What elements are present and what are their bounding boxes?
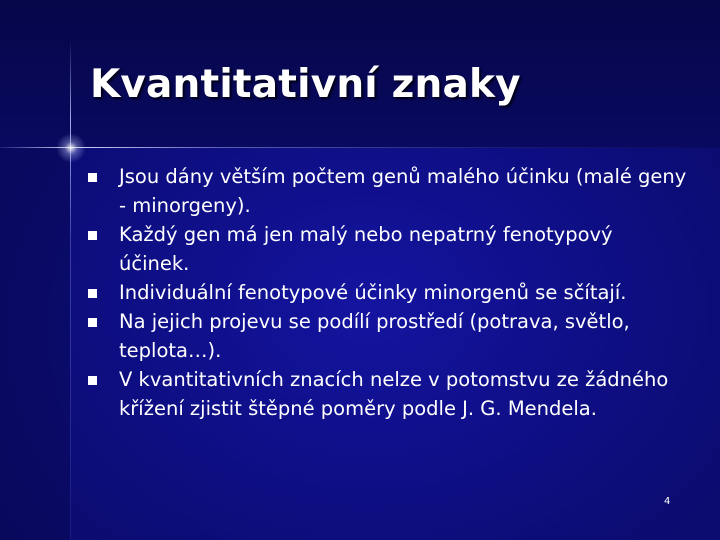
bullet-text: Na jejich projevu se podílí prostředí (potrava, světlo, teplota…).	[119, 310, 630, 362]
bullet-item	[88, 220, 688, 278]
decorative-glow	[56, 133, 86, 163]
square-bullet-icon	[88, 173, 97, 182]
bullet-list	[88, 162, 688, 423]
slide-title: Kvantitativní znaky	[90, 62, 521, 107]
square-bullet-icon	[88, 231, 97, 240]
page-number: 4	[664, 496, 671, 507]
decorative-vertical-line	[70, 40, 71, 540]
square-bullet-icon	[88, 318, 97, 327]
square-bullet-icon	[88, 289, 97, 298]
bullet-item	[88, 307, 688, 365]
bullet-text: Individuální fenotypové účinky minorgenů se sčítají.	[119, 281, 627, 304]
bullet-text: V kvantitativních znacích nelze v potomstvu ze žádného křížení zjistit štěpné poměry podle J. G. Mendela.	[119, 368, 669, 420]
bullet-text: Každý gen má jen malý nebo nepatrný fenotypový účinek.	[119, 223, 613, 275]
bullet-text: Jsou dány větším počtem genů malého účinku (malé geny - minorgeny).	[119, 165, 687, 217]
bullet-item	[88, 365, 688, 423]
bullet-item	[88, 162, 688, 220]
bullet-item	[88, 278, 688, 307]
decorative-horizontal-line	[0, 147, 720, 148]
square-bullet-icon	[88, 376, 97, 385]
